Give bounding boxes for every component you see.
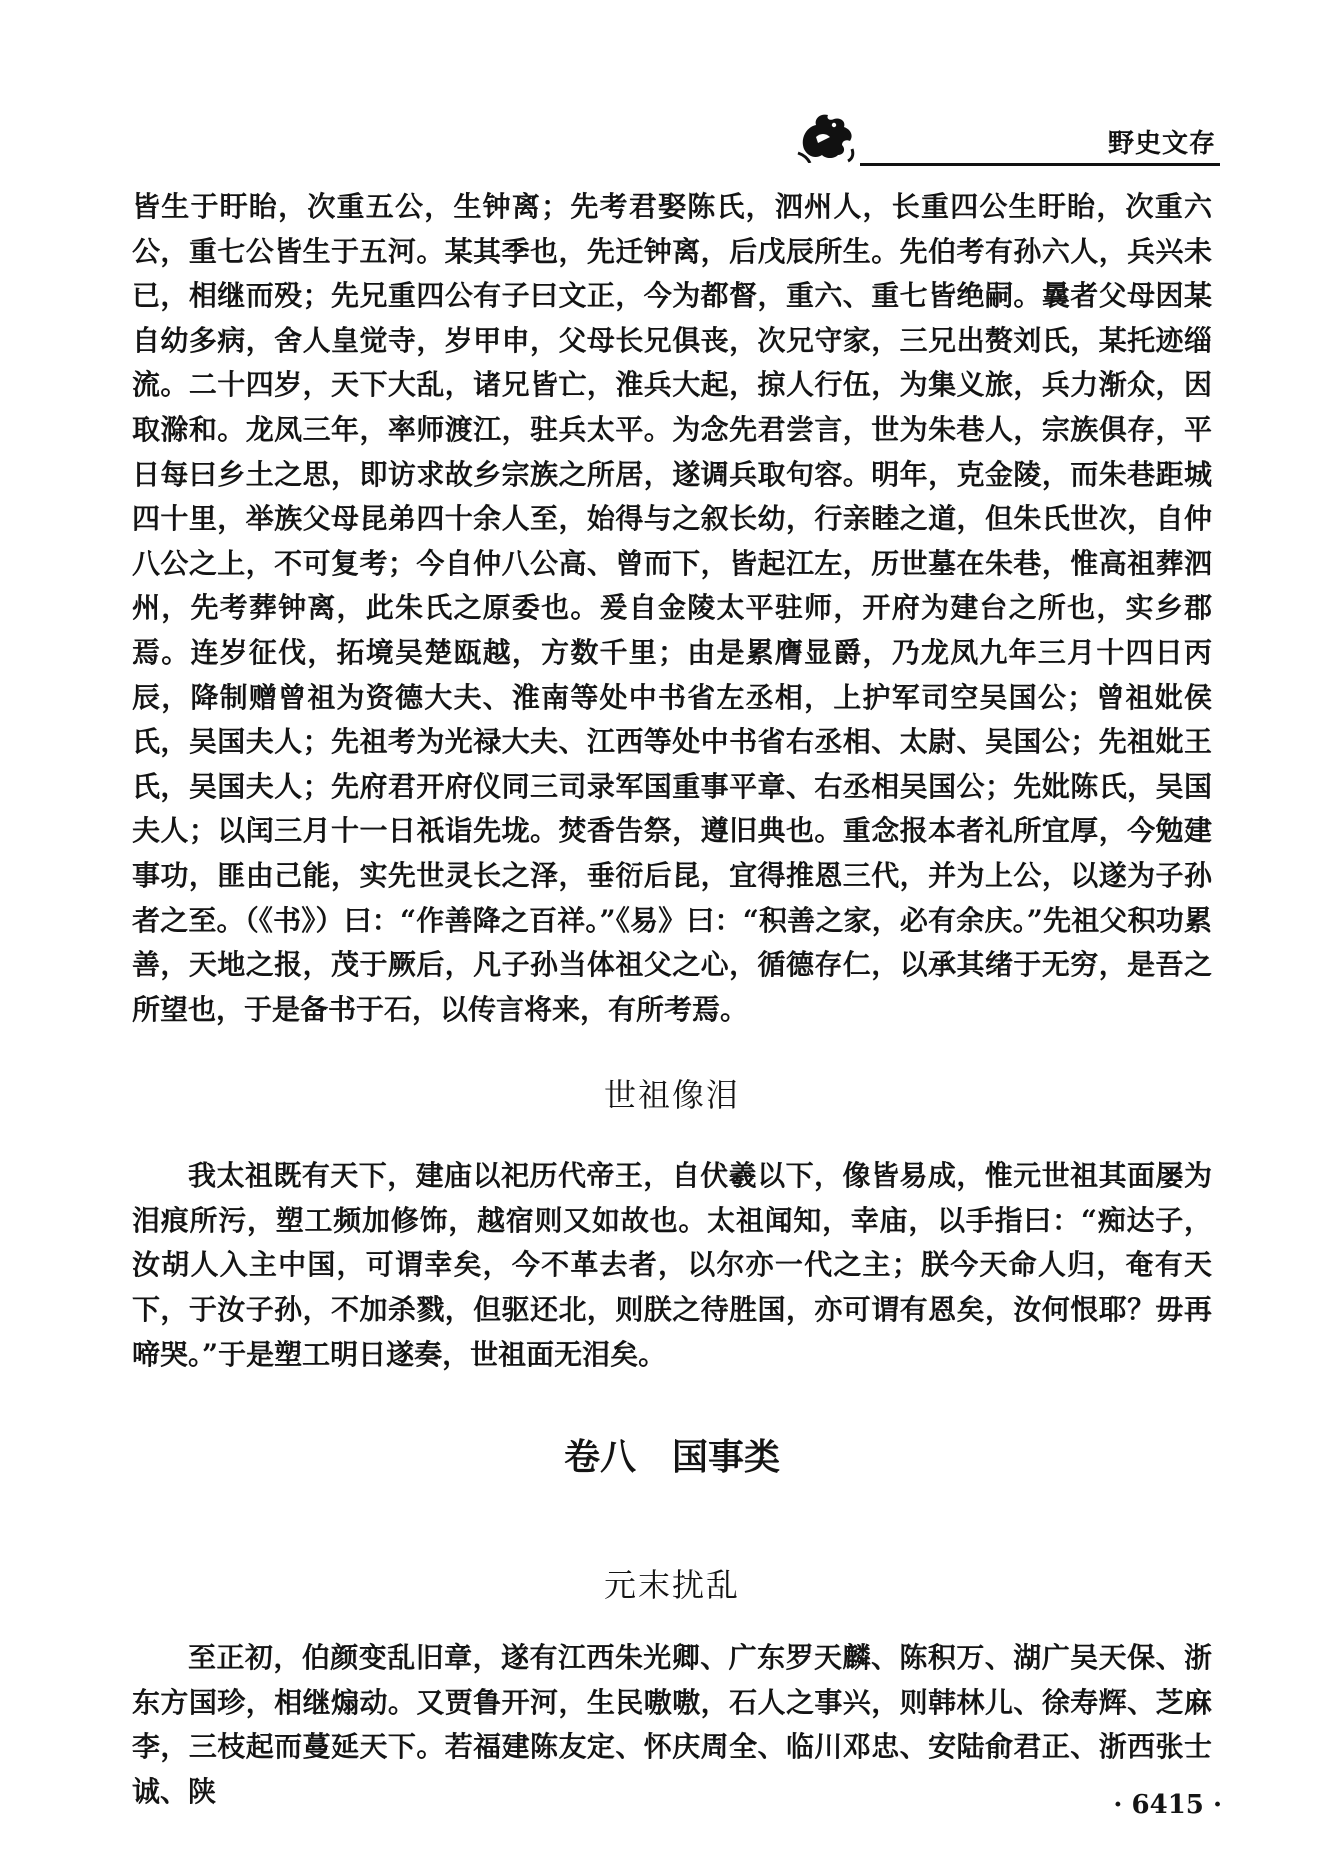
header-rule [860, 163, 1220, 166]
paragraph-continued: 皆生于盱眙，次重五公，生钟离；先考君娶陈氏，泗州人，长重四公生盱眙，次重六公，重七公皆生于五河。某其季也，先迁钟离，后戊辰所生。先伯考有孙六人，兵兴未已，相继而殁；先兄重四公有子曰文正，今为都督，重六、重七皆绝嗣。曩者父母因某自幼多病，舍人皇觉寺，岁甲申，父母长兄俱丧，次兄守家，三兄出赘刘氏，某托迹缁流。二十四岁，天下大乱，诸兄皆亡，淮兵大起，掠人行伍，为集义旅，兵力渐众，因取滁和。龙凤三年，率师渡江，驻兵太平。为念先君尝言，世为朱巷人，宗族俱存，平日每曰乡土之思，即访求故乡宗族之所居，遂调兵取句容。明年，克金陵，而朱巷距城四十里，举族父母昆弟四十余人至，始得与之叙长幼，行亲睦之道，但朱氏世次，自仲八公之上，不可复考；今自仲八公高、曾而下，皆起江左，历世墓在朱巷，惟高祖葬泗州，先考葬钟离，此朱氏之原委也。爰自金陵太平驻师，开府为建台之所也，实乡郡焉。连岁征伐，拓境吴楚瓯越，方数千里；由是累膺显爵，乃龙凤九年三月十四日丙辰，降制赠曾祖为资德大夫、淮南等处中书省左丞相，上护军司空吴国公；曾祖妣侯氏，吴国夫人；先祖考为光禄大夫、江西等处中书省右丞相、太尉、吴国公；先祖妣王氏，吴国夫人；先府君开府仪同三司录军国重事平章、右丞相吴国公；先妣陈氏，吴国夫人；以闰三月十一日祇诣先垅。焚香告祭，遵旧典也。重念报本者礼所宜厚，今勉建事功，匪由己能，实先世灵长之泽，垂衍后昆，宜得推恩三代，并为上公，以遂为子孙者之至。（《书》）曰：“作善降之百祥。”《易》曰：“积善之家，必有余庆。”先祖父积功累善，天地之报，茂于厥后，凡子孙当体祖父之心，循德存仁，以承其绪于无穷，是吾之所望也，于是备书于石，以传言将来，有所考焉。 [132, 190, 1212, 1026]
section-title-yuanmo-raoluan: 元末扰乱 [603, 1566, 740, 1605]
running-header [790, 105, 1220, 167]
section-body-shizu-xianglei: 我太祖既有天下，建庙以祀历代帝王，自伏羲以下，像皆易成，惟元世祖其面屡为泪痕所污，塑工频加修饰，越宿则又如故也。太祖闻知，幸庙，以手指曰：“痴达子，汝胡人入主中国，可谓幸矣，今不革去者，以尔亦一代之主；朕今天命人归，奄有天下，于汝子孙，不加杀戮，但驱还北，则朕之待胜国，亦可谓有恩矣，汝何恨耶？毋再啼哭。”于是塑工明日遂奏，世祖面无泪矣。 [132, 1159, 1212, 1371]
dragon-emblem-icon [796, 109, 858, 163]
header-title: 野史文存 [1107, 129, 1216, 159]
section-body-yuanmo-raoluan: 至正初，伯颜变乱旧章，遂有江西朱光卿、广东罗天麟、陈积万、湖广吴天保、浙东方国珍，相继煽动。又贾鲁开河，生民嗷嗷，石人之事兴，则韩林儿、徐寿辉、芝麻李，三枝起而蔓延天下。若福建陈友定、怀庆周全、临川邓忠、安陆俞君正、浙西张士诚、陕 [132, 1641, 1212, 1809]
page-body [132, 185, 1212, 1815]
volume-title: 卷八 国事类 [563, 1437, 780, 1479]
section-title-shizu-xianglei: 世祖像泪 [603, 1076, 740, 1115]
page-number: · 6415 · [1113, 1790, 1222, 1820]
